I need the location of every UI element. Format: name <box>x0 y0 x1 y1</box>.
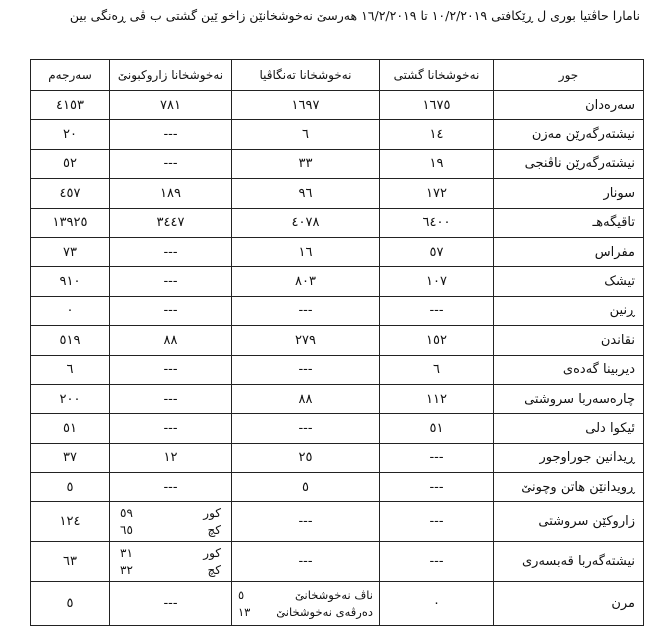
cell-maternity: --- <box>110 355 232 384</box>
table-row-natural-births <box>31 502 644 542</box>
cell-general: ١٧٢ <box>380 179 494 208</box>
cell-general: ٥١ <box>380 414 494 443</box>
cell-emergency: ٢٥ <box>232 443 380 472</box>
cell-total: ١٢٤ <box>31 502 110 542</box>
cell-total: ٠ <box>31 296 110 325</box>
cell-type: مرن <box>494 582 644 626</box>
cell-type: زاروکێن سروشتی <box>494 502 644 542</box>
cell-general: ١٥٢ <box>380 326 494 355</box>
header-total: سەرجەم <box>31 60 110 91</box>
cell-general: --- <box>380 542 494 582</box>
table-row <box>31 326 644 355</box>
cell-maternity: --- <box>110 237 232 266</box>
cell-maternity: --- <box>110 384 232 413</box>
cell-total: ٥١٩ <box>31 326 110 355</box>
inside-hospital-value: ٥ <box>238 587 245 602</box>
cell-general: ١٦٧٥ <box>380 91 494 120</box>
table-row <box>31 267 644 296</box>
cell-total: ٥ <box>31 473 110 502</box>
inside-hospital-label: ناڤ نەخوشخانێ <box>294 587 373 602</box>
cell-maternity: ٨٨ <box>110 326 232 355</box>
cell-type: نیشتەرگەرێن مەزن <box>494 120 644 149</box>
table-row <box>31 384 644 413</box>
header-type: جور <box>494 60 644 91</box>
cell-type: ڕویدانێن هاتن وچونێ <box>494 473 644 502</box>
statistics-table <box>30 59 644 626</box>
table-row <box>31 414 644 443</box>
cell-total: ٥١ <box>31 414 110 443</box>
cell-general: ٠ <box>380 582 494 626</box>
table-row <box>31 473 644 502</box>
cell-total: ٦ <box>31 355 110 384</box>
cell-total: ٣٧ <box>31 443 110 472</box>
header-maternity-hospital: نەخوشخانا زاروکبونێ <box>110 60 232 91</box>
cell-maternity <box>110 542 232 582</box>
cell-total: ٧٣ <box>31 237 110 266</box>
cell-general: ١١٢ <box>380 384 494 413</box>
cell-emergency: --- <box>232 355 380 384</box>
cell-maternity: --- <box>110 296 232 325</box>
cell-type: تیشک <box>494 267 644 296</box>
cell-emergency: ٨٠٣ <box>232 267 380 296</box>
girls-line <box>114 522 227 539</box>
cell-general: --- <box>380 502 494 542</box>
cell-general: --- <box>380 296 494 325</box>
cell-maternity: --- <box>110 149 232 178</box>
boy-value: ٣١ <box>120 545 133 560</box>
cell-emergency <box>232 582 380 626</box>
cell-type: چارەسەربا سروشتی <box>494 384 644 413</box>
cell-emergency: ٦ <box>232 120 380 149</box>
table-header-row <box>31 60 644 91</box>
cell-maternity: ١٢ <box>110 443 232 472</box>
cell-type: دیربینا گەدەی <box>494 355 644 384</box>
girl-value: ٦٥ <box>120 522 133 537</box>
cell-emergency: ٩٦ <box>232 179 380 208</box>
cell-type: ڕیدانین جوراوجور <box>494 443 644 472</box>
boys-line <box>114 505 227 522</box>
outside-hospital-line <box>236 604 375 621</box>
girl-label: کچ <box>207 522 221 537</box>
page-title: نامارا حاڤتیا بوری ل ڕێکافتی ١٠/٢/٢٠١٩ تا ١٦/٢/٢٠١٩ هەرسێ نەخوشخانێن زاخو ێین گشتی ب ڤی ڕەنگی بین <box>69 8 640 23</box>
table-row <box>31 237 644 266</box>
cell-total: ٥٢ <box>31 149 110 178</box>
cell-general: ١٩ <box>380 149 494 178</box>
table-row-caesarean <box>31 542 644 582</box>
cell-maternity: --- <box>110 120 232 149</box>
cell-maternity <box>110 502 232 542</box>
header-general-hospital: نەخوشخانا گشتی <box>380 60 494 91</box>
table-row <box>31 149 644 178</box>
outside-hospital-value: ١٣ <box>238 604 251 619</box>
cell-type: تاقیگەهـ <box>494 208 644 237</box>
table-row <box>31 443 644 472</box>
table-row <box>31 179 644 208</box>
girl-label: کچ <box>207 562 221 577</box>
cell-emergency: ١٦ <box>232 237 380 266</box>
inside-hospital-line <box>236 587 375 604</box>
girls-line <box>114 562 227 579</box>
cell-type: ئیکوا دلی <box>494 414 644 443</box>
cell-general: ١٤ <box>380 120 494 149</box>
cell-total: ٤٥٧ <box>31 179 110 208</box>
cell-maternity: --- <box>110 582 232 626</box>
table-row <box>31 296 644 325</box>
cell-general: ١٠٧ <box>380 267 494 296</box>
cell-emergency: --- <box>232 502 380 542</box>
cell-total: ٤١٥٣ <box>31 91 110 120</box>
cell-type: ڕنین <box>494 296 644 325</box>
cell-general: ٥٧ <box>380 237 494 266</box>
boys-line <box>114 545 227 562</box>
table-row <box>31 208 644 237</box>
table-row <box>31 355 644 384</box>
table-body <box>31 91 644 626</box>
cell-total: ٩١٠ <box>31 267 110 296</box>
cell-type: نقاندن <box>494 326 644 355</box>
header-emergency-hospital: نەخوشخانا تەنگاڤیا <box>232 60 380 91</box>
cell-emergency: --- <box>232 414 380 443</box>
cell-emergency: ٤٠٧٨ <box>232 208 380 237</box>
cell-maternity: --- <box>110 267 232 296</box>
cell-total: ١٣٩٢٥ <box>31 208 110 237</box>
girl-value: ٣٢ <box>120 562 133 577</box>
boy-label: کور <box>203 545 221 560</box>
cell-total: ٢٠ <box>31 120 110 149</box>
cell-maternity: --- <box>110 414 232 443</box>
cell-type: نیشتەرگەرێن ناڤنجی <box>494 149 644 178</box>
cell-emergency: ٣٣ <box>232 149 380 178</box>
cell-emergency: ١٦٩٧ <box>232 91 380 120</box>
cell-maternity: --- <box>110 473 232 502</box>
table-row <box>31 120 644 149</box>
cell-total: ٢٠٠ <box>31 384 110 413</box>
cell-maternity: ١٨٩ <box>110 179 232 208</box>
cell-total: ٥ <box>31 582 110 626</box>
cell-emergency: ٨٨ <box>232 384 380 413</box>
boy-label: کور <box>203 505 221 520</box>
cell-maternity: ٣٤٤٧ <box>110 208 232 237</box>
cell-emergency: --- <box>232 296 380 325</box>
cell-type: نیشتەگەربا قەبسەری <box>494 542 644 582</box>
cell-emergency: --- <box>232 542 380 582</box>
cell-emergency: ٥ <box>232 473 380 502</box>
cell-emergency: ٢٧٩ <box>232 326 380 355</box>
cell-general: --- <box>380 473 494 502</box>
cell-maternity: ٧٨١ <box>110 91 232 120</box>
cell-type: سەرەدان <box>494 91 644 120</box>
cell-total: ٦٣ <box>31 542 110 582</box>
table-row-deaths <box>31 582 644 626</box>
cell-general: ٦ <box>380 355 494 384</box>
outside-hospital-label: دەرڤەی نەخوشخانێ <box>276 604 373 619</box>
cell-general: ٦٤٠٠ <box>380 208 494 237</box>
cell-type: سونار <box>494 179 644 208</box>
cell-general: --- <box>380 443 494 472</box>
cell-type: مفراس <box>494 237 644 266</box>
table-row <box>31 91 644 120</box>
boy-value: ٥٩ <box>120 505 133 520</box>
